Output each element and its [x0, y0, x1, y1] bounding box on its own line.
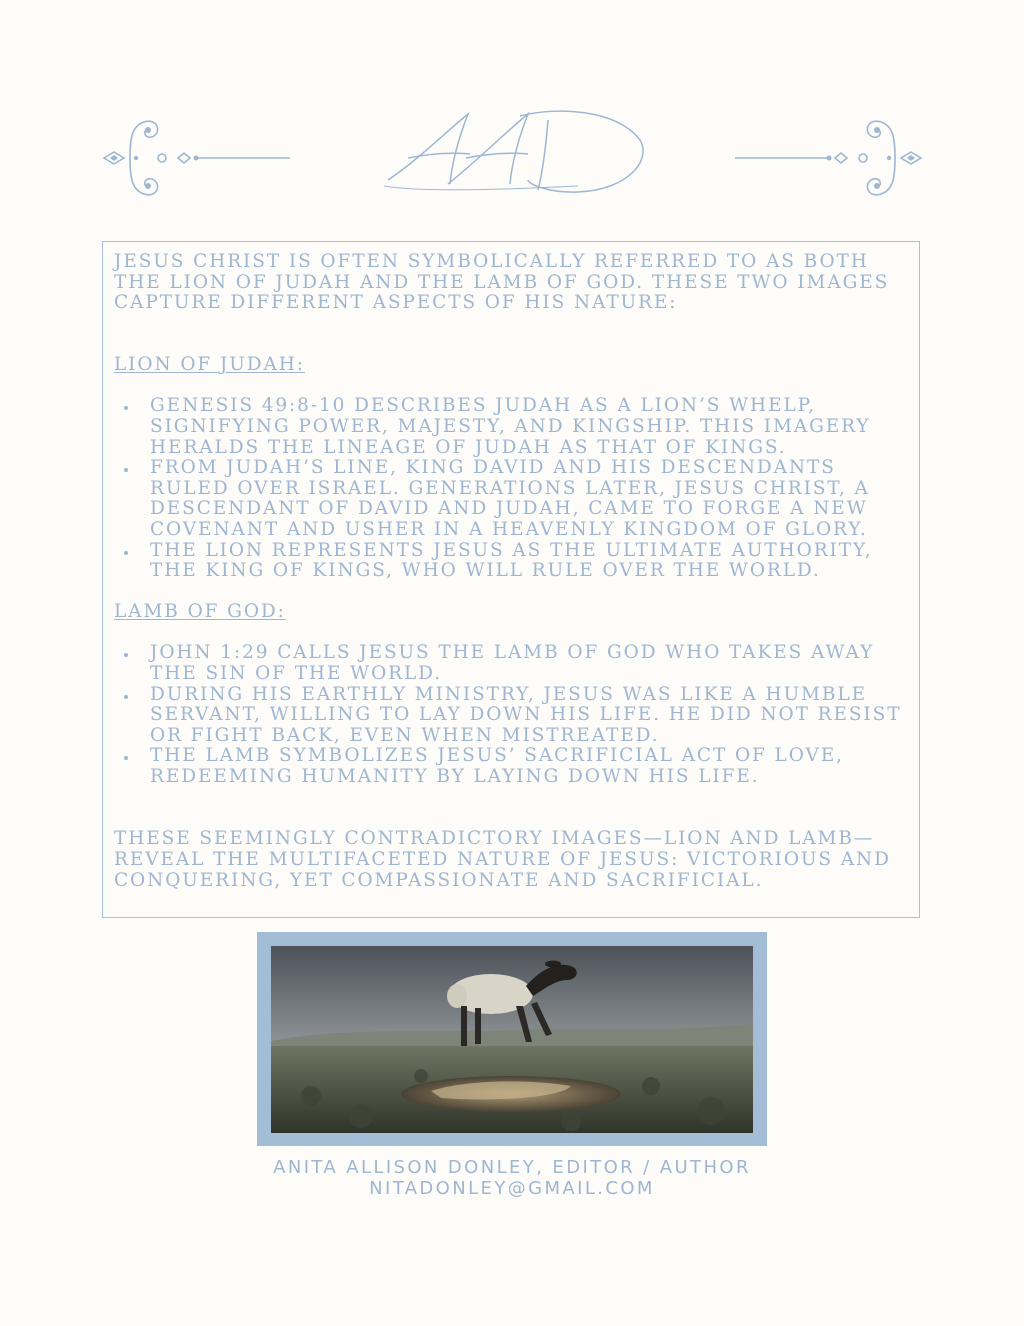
list-item: • JOHN 1:29 CALLS JESUS THE LAMB OF GOD WHO TAKES AWAY THE SIN OF THE WORLD. — [138, 643, 909, 684]
lion-section-heading: LION OF JUDAH: — [114, 353, 305, 375]
intro-paragraph: JESUS CHRIST IS OFTEN SYMBOLICALLY REFERRED TO AS BOTH THE LION OF JUDAH AND THE LAMB OF GOD. THESE TWO IMAGES CAPTURE DIFFERENT ASPECTS OF HIS NATURE: — [114, 251, 890, 314]
conclusion-paragraph: THESE SEEMINGLY CONTRADICTORY IMAGES—LION AND LAMB—REVEAL THE MULTIFACETED NATURE OF JESUS: VICTORIOUS AND CONQUERING, YET COMPASSIONATE AND SACRIFICIAL. — [114, 828, 891, 891]
footer — [0, 1158, 1024, 1199]
list-item: • THE LION REPRESENTS JESUS AS THE ULTIMATE AUTHORITY, THE KING OF KINGS, WHO WILL RULE OVER THE WORLD. — [138, 541, 909, 582]
left-flourish-ornament — [100, 108, 295, 206]
monogram-logo — [378, 100, 650, 200]
lamb-section-heading: LAMB OF GOD: — [114, 600, 286, 622]
lamb-photo-frame — [257, 932, 767, 1146]
lamb-list — [114, 643, 909, 787]
list-item: • FROM JUDAH’S LINE, KING DAVID AND HIS DESCENDANTS RULED OVER ISRAEL. GENERATIONS LATER, JESUS CHRIST, A DESCENDANT OF DAVID AND JUDAH, CAME TO FORGE A NEW COVENANT AND USHER IN A HEAVENLY KINGDOM OF GLORY. — [138, 458, 909, 540]
article-box — [102, 241, 920, 918]
list-item: • GENESIS 49:8-10 DESCRIBES JUDAH AS A LION’S WHELP, SIGNIFYING POWER, MAJESTY, AND KINGSHIP. THIS IMAGERY HERALDS THE LINEAGE OF JUDAH AS THAT OF KINGS. — [138, 396, 909, 458]
lamb-photo — [271, 946, 753, 1133]
author-credit: ANITA ALLISON DONLEY, EDITOR / AUTHOR — [273, 1157, 751, 1178]
right-flourish-ornament — [730, 108, 925, 206]
lion-list — [114, 396, 909, 581]
list-item: • THE LAMB SYMBOLIZES JESUS’ SACRIFICIAL ACT OF LOVE, REDEEMING HUMANITY BY LAYING DOWN HIS LIFE. — [138, 746, 909, 787]
list-item: • DURING HIS EARTHLY MINISTRY, JESUS WAS LIKE A HUMBLE SERVANT, WILLING TO LAY DOWN HIS LIFE. HE DID NOT RESIST OR FIGHT BACK, EVEN WHEN MISTREATED. — [138, 685, 909, 747]
author-email[interactable]: NITADONLEY@GMAIL.COM — [369, 1177, 655, 1199]
